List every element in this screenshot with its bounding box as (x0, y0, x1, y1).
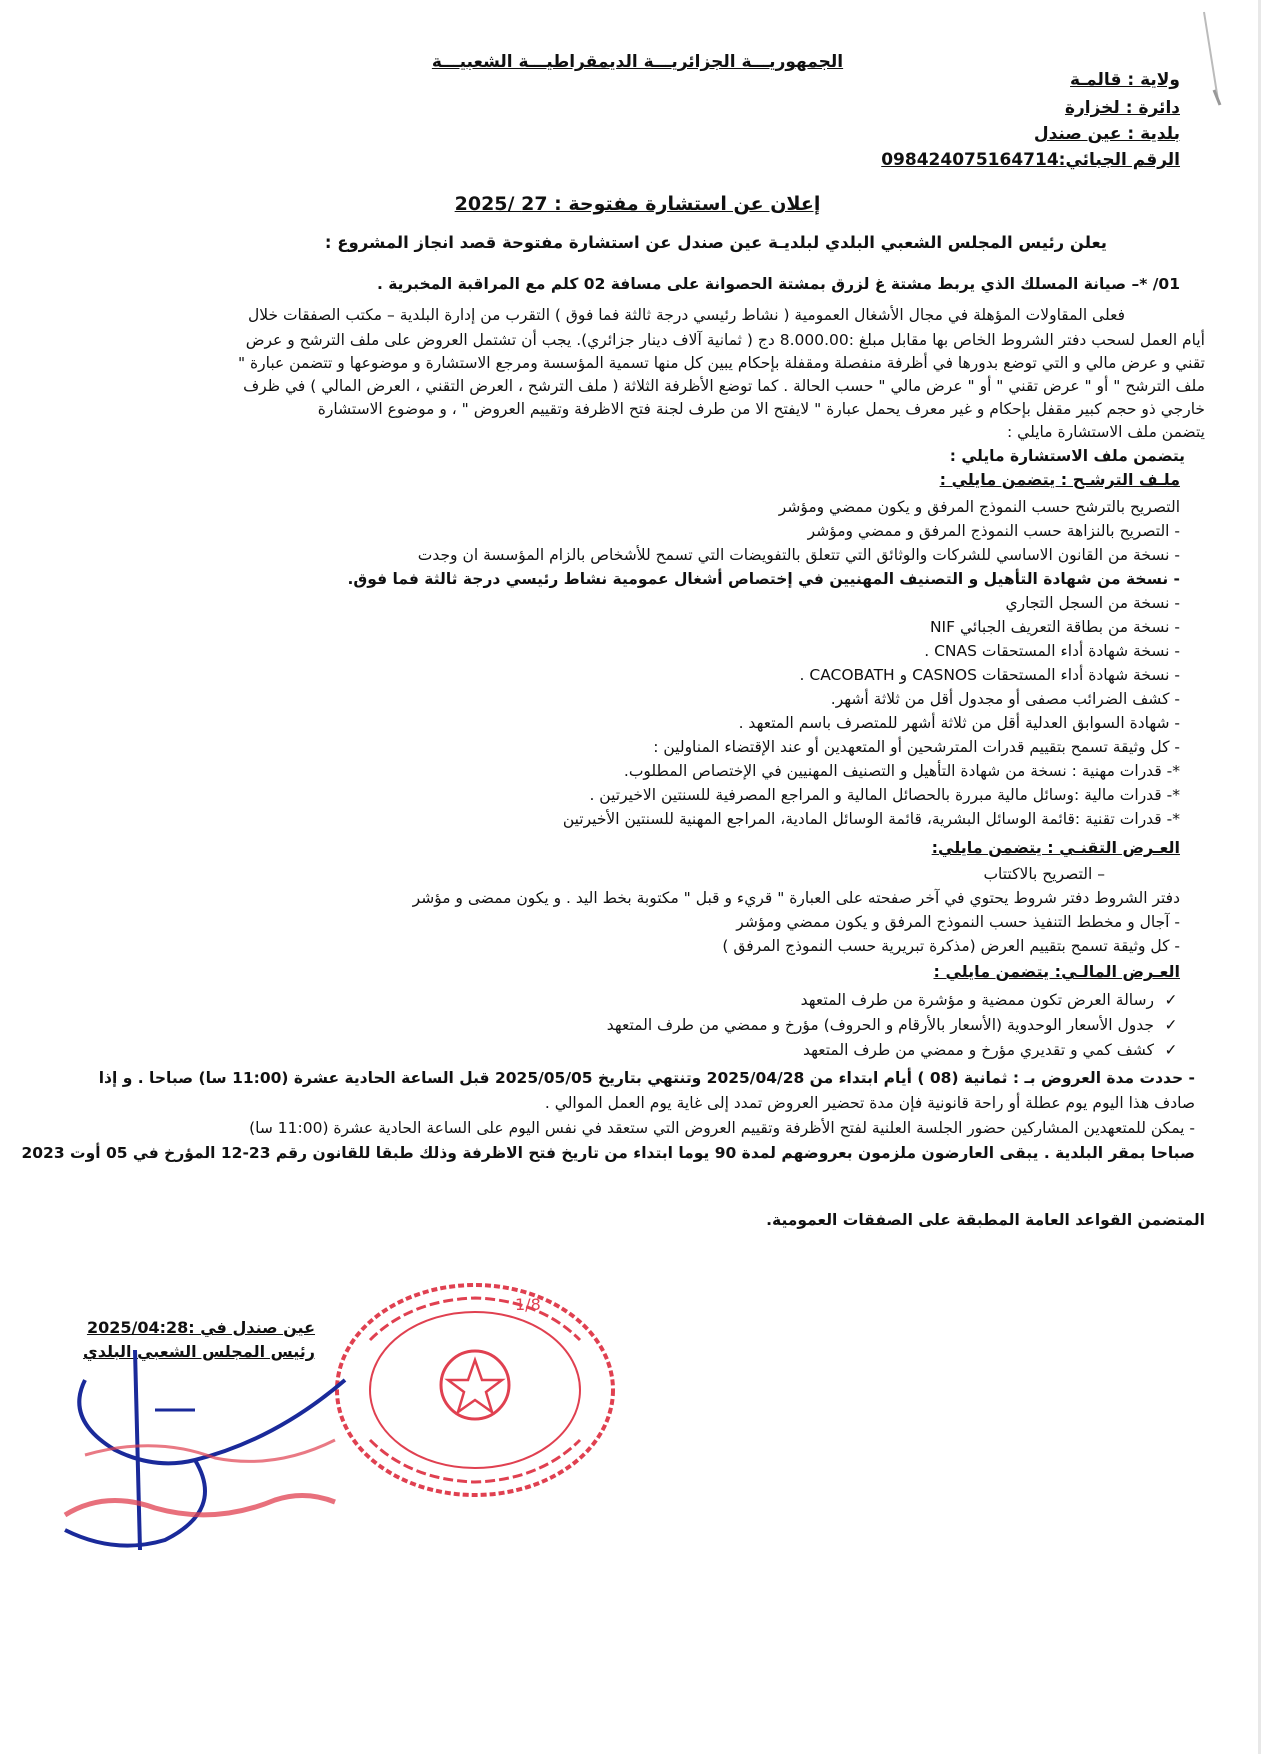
candidacy-item: التصريح بالترشح حسب النموذج المرفق و يكون ممضي ومؤشر (778, 498, 1180, 516)
technical-heading: العـرض التقنـي : يتضمن مايلي: (931, 838, 1180, 857)
candidacy-item: - كل وثيقة تسمح بتقييم قدرات المترشحين أو المتعهدين أو عند الإقتضاء المناولين : (653, 738, 1180, 756)
candidacy-item: - نسخة من السجل التجاري (1005, 594, 1180, 612)
candidacy-item: - نسخة شهادة أداء المستحقات CNAS . (924, 642, 1180, 660)
candidacy-item: - نسخة شهادة أداء المستحقات CASNOS و CACOBATH . (799, 666, 1180, 684)
signatory-title: رئيس المجلس الشعبي البلدي (83, 1342, 315, 1361)
announcement-intro: يعلن رئيس المجلس الشعبي البلدي لبلديـة عين صندل عن استشارة مفتوحة قصد انجاز المشروع : (324, 233, 1107, 252)
closing-line: صادف هذا اليوم يوم عطلة أو راحة قانونية فإن مدة تحضير العروض تمدد إلى غاية يوم العمل الموالي . (544, 1094, 1195, 1112)
announcement-title: إعلان عن استشارة مفتوحة : 27 /2025 (454, 193, 821, 215)
body-line: خارجي ذو حجم كبير مقفل بإحكام و غير معرف يحمل عبارة " لايفتح الا من طرف لجنة فتح الاظرفة وتقييم العروض " ، و موضوع الاستشارة (317, 400, 1205, 418)
candidacy-item: *- قدرات مهنية : نسخة من شهادة التأهيل و التصنيف المهنيين في الإختصاص المطلوب. (623, 762, 1180, 780)
closing-line: المتضمن القواعد العامة المطبقة على الصفقات العمومية. (766, 1211, 1205, 1229)
consultation-file-heading: يتضمن ملف الاستشارة مايلي : (949, 447, 1185, 465)
official-stamp (330, 1280, 620, 1500)
body-line: أيام العمل لسحب دفتر الشروط الخاص بها مقابل مبلغ :8.000.00 دج ( ثمانية آلاف دينار جزائري). يجب أن تشتمل العروض على ملف الترشح و عرض (245, 331, 1205, 349)
body-line: تقني و عرض مالي و التي توضع بدورها في أظرفة منفصلة ومقفلة بإحكام يبين كل منها تسمية المؤسسة ومرجع الاستشارة و موضوعها و تتضمن عبارة " (237, 354, 1205, 372)
handwritten-signature (45, 1340, 355, 1570)
republic-title: الجمهوريـــة الجزائريـــة الديمقراطيـــة الشعبيـــة (431, 52, 844, 72)
body-line: فعلى المقاولات المؤهلة في مجال الأشغال العمومية ( نشاط رئيسي درجة ثالثة فما فوق ) التقرب من إدارة البلدية – مكتب الصفقات خلال (247, 306, 1125, 324)
financial-item: ✓جدول الأسعار الوحدوية (الأسعار بالأرقام و الحروف) مؤرخ و ممضي من طرف المتعهد (607, 1015, 1180, 1035)
technical-item: - كل وثيقة تسمح بتقييم العرض (مذكرة تبريرية حسب النموذج المرفق ) (722, 937, 1180, 955)
candidacy-item: *- قدرات مالية :وسائل مالية مبررة بالحصائل المالية و المراجع المصرفية للسنتين الاخيرتين . (589, 786, 1180, 804)
body-line: يتضمن ملف الاستشارة مايلي : (1007, 423, 1205, 441)
technical-item: دفتر الشروط دفتر شروط يحتوي في آخر صفحته على العبارة " قريء و قبل " مكتوبة بخط اليد . و يكون ممضى و مؤشر (412, 889, 1180, 907)
wilaya-label: ولاية : قالمـة (1070, 70, 1180, 90)
candidacy-item: - نسخة من بطاقة التعريف الجبائي NIF (929, 618, 1180, 636)
candidacy-item: - شهادة السوابق العدلية أقل من ثلاثة أشهر للمتصرف باسم المتعهد . (738, 714, 1180, 732)
closing-line: صباحا بمقر البلدية . يبقى العارضون ملزمون بعروضهم لمدة 90 يوما ابتداء من تاريخ فتح الاظرفة وذلك طبقا للقانون رقم 23-12 المؤرخ في 05 أوت 2023 (21, 1144, 1195, 1162)
tax-id: الرقم الجبائي:098424075164714 (881, 150, 1180, 170)
candidacy-item: *- قدرات تقنية :قائمة الوسائل البشرية، قائمة الوسائل المادية، المراجع المهنية للسنتين الأخيرتين (562, 810, 1180, 828)
candidacy-item: - نسخة من القانون الاساسي للشركات والوثائق التي تتعلق بالتفويضات التي تسمح للأشخاص بالزام المؤسسة ان وجدت (417, 546, 1180, 564)
candidacy-item: - نسخة من شهادة التأهيل و التصنيف المهنيين في إختصاص أشغال عمومية نشاط رئيسي درجة ثالثة فما فوق. (347, 570, 1180, 588)
check-icon: ✓ (1164, 991, 1178, 1009)
candidacy-item: - التصريح بالنزاهة حسب النموذج المرفق و ممضي ومؤشر (807, 522, 1180, 540)
scan-edge (1258, 0, 1261, 1754)
candidacy-heading: ملـف الترشـح : يتضمن مايلي : (939, 470, 1180, 489)
check-icon: ✓ (1164, 1041, 1178, 1059)
technical-item: - آجال و مخطط التنفيذ حسب النموذج المرفق و يكون ممضي ومؤشر (736, 913, 1180, 931)
body-line: ملف الترشح " أو " عرض تقني " أو " عرض مالي " حسب الحالة . كما توضع الأظرفة الثلاثة ( ملف الترشح ، العرض التقني ، العرض المالي ) في ظرف (243, 377, 1205, 395)
daira-label: دائرة : لخزارة (1064, 98, 1180, 118)
candidacy-item: - كشف الضرائب مصفى أو مجدول أقل من ثلاثة أشهر. (830, 690, 1180, 708)
svg-text:1/8: 1/8 (515, 1295, 541, 1314)
closing-line: - يمكن للمتعهدين المشاركين حضور الجلسة العلنية لفتح الأظرفة وتقييم العروض التي ستعقد في نفس اليوم على الساعة الحادية عشرة (11:00 سا) (249, 1119, 1195, 1137)
check-icon: ✓ (1164, 1016, 1178, 1034)
technical-item: – التصريح بالاكتتاب (983, 865, 1105, 883)
place-date: عين صندل في :2025/04:28 (86, 1318, 315, 1337)
commune-label: بلدية : عين صندل (1033, 124, 1180, 144)
project-line: 01/ *– صيانة المسلك الذي يربط مشتة غ لزرق بمشتة الحصوانة على مسافة 02 كلم مع المراقبة المخبرية . (377, 275, 1180, 293)
closing-line: - حددت مدة العروض بـ : ثمانية (08 ) أيام ابتداء من 2025/04/28 وتنتهي بتاريخ 2025/05/05 قبل الساعة الحادية عشرة (11:00 سا) صباحا . و إذا (98, 1069, 1195, 1087)
financial-item: ✓كشف كمي و تقديري مؤرخ و ممضي من طرف المتعهد (803, 1040, 1180, 1060)
financial-heading: العـرض المالـي: يتضمن مايلي : (933, 962, 1180, 981)
financial-item: ✓رسالة العرض تكون ممضية و مؤشرة من طرف المتعهد (801, 990, 1180, 1010)
